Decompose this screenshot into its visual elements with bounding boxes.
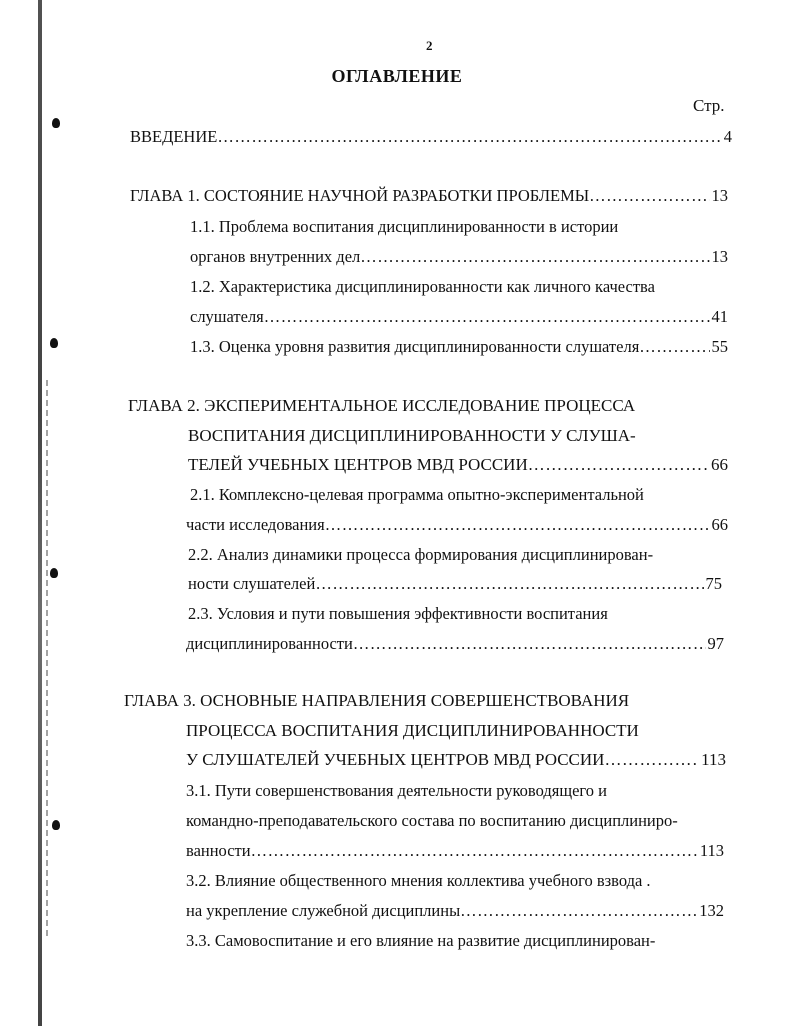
toc-entry-section-2-2[interactable] [188,574,722,594]
toc-entry-text: ВВЕДЕНИЕ [130,127,218,146]
leader-dots [217,127,721,147]
leader-dots [353,634,706,654]
toc-entry-introduction[interactable] [130,127,732,147]
toc-entry-section-1-2-line1[interactable]: 1.2. Характеристика дисциплинированности как личного качества [190,277,655,296]
toc-entry-text: ванности [186,841,251,860]
toc-entry-text: на укрепление служебной дисциплины [186,901,461,920]
toc-entry-page: 55 [711,337,728,356]
leader-dots [460,901,697,921]
page-title: ОГЛАВЛЕНИЕ [331,66,463,86]
toc-entry-page: 97 [707,634,724,653]
toc-entry-section-2-2-line1[interactable]: 2.2. Анализ динамики процесса формирования дисциплинирован- [188,545,654,564]
toc-entry-section-2-3-line1[interactable]: 2.3. Условия и пути повышения эффективности воспитания [188,604,608,623]
toc-entry-text: органов внутренних дел [190,247,361,266]
leader-dots [604,750,699,770]
toc-entry-section-2-1-line1[interactable]: 2.1. Комплексно-целевая программа опытно-экспериментальной [190,485,644,504]
toc-entry-section-3-3-line1[interactable]: 3.3. Самовоспитание и его влияние на развитие дисциплинирован- [186,931,656,950]
toc-entry-section-1-1[interactable] [190,247,728,267]
page-column-label: Стр. [693,96,725,115]
toc-entry-chapter-2[interactable] [188,455,728,475]
toc-entry-chapter-3[interactable] [186,750,726,770]
toc-entry-section-1-2[interactable] [190,307,728,327]
scan-mark [52,118,60,128]
toc-entry-page: 113 [699,841,724,860]
toc-entry-page: 66 [711,455,728,474]
toc-entry-chapter-3-line1[interactable]: ГЛАВА 3. ОСНОВНЫЕ НАПРАВЛЕНИЯ СОВЕРШЕНСТВОВАНИЯ [124,691,630,710]
leader-dots [360,247,709,267]
toc-entry-chapter-2-line2[interactable]: ВОСПИТАНИЯ ДИСЦИПЛИНИРОВАННОСТИ У СЛУША- [188,426,636,445]
toc-entry-text: дисциплинированности [186,634,353,653]
toc-entry-page: 113 [701,750,726,769]
toc-entry-page: 41 [711,307,728,326]
toc-entry-text: ности слушателей [188,574,316,593]
toc-entry-section-3-1-line2[interactable]: командно-преподавательского состава по воспитанию дисциплиниро- [186,811,678,830]
scan-mark [52,820,60,830]
leader-dots [251,841,698,861]
toc-entry-section-3-2-line1[interactable]: 3.2. Влияние общественного мнения коллектива учебного взвода . [186,871,651,890]
leader-dots [264,307,710,327]
toc-entry-text: части исследования [186,515,325,534]
toc-entry-section-1-1-line1[interactable]: 1.1. Проблема воспитания дисциплинированности в истории [190,217,619,236]
toc-entry-section-2-1[interactable] [186,515,728,535]
leader-dots [315,574,703,594]
leader-dots [589,186,709,206]
scan-mark [50,568,58,578]
toc-entry-text: слушателя [190,307,264,326]
toc-entry-chapter-2-line1[interactable]: ГЛАВА 2. ЭКСПЕРИМЕНТАЛЬНОЕ ИССЛЕДОВАНИЕ ПРОЦЕССА [128,396,636,415]
toc-entry-section-2-3[interactable] [186,634,724,654]
toc-entry-section-1-3[interactable] [190,337,728,357]
toc-entry-section-3-1[interactable] [186,841,724,861]
leader-dots [325,515,710,535]
toc-entry-page: 132 [699,901,724,920]
toc-entry-page: 4 [723,127,732,146]
toc-entry-text: У СЛУШАТЕЛЕЙ УЧЕБНЫХ ЦЕНТРОВ МВД РОССИИ [186,750,605,769]
scan-mark [50,338,58,348]
toc-entry-chapter-3-line2[interactable]: ПРОЦЕССА ВОСПИТАНИЯ ДИСЦИПЛИНИРОВАННОСТИ [186,721,639,740]
toc-entry-text: ГЛАВА 1. СОСТОЯНИЕ НАУЧНОЙ РАЗРАБОТКИ ПРОБЛЕМЫ [130,186,590,205]
page-number: 2 [426,38,433,53]
scan-binding-edge-secondary [46,380,48,940]
toc-entry-chapter-1[interactable] [130,186,728,206]
toc-entry-text: 1.3. Оценка уровня развития дисциплинированности слушателя [190,337,640,356]
toc-entry-page: 66 [711,515,728,534]
toc-entry-page: 13 [711,186,728,205]
toc-entry-page: 75 [705,574,722,593]
toc-entry-text: ТЕЛЕЙ УЧЕБНЫХ ЦЕНТРОВ МВД РОССИИ [188,455,528,474]
leader-dots [639,337,709,357]
toc-entry-page: 13 [711,247,728,266]
scan-binding-edge [38,0,42,1026]
toc-entry-section-3-1-line1[interactable]: 3.1. Пути совершенствования деятельности руководящего и [186,781,607,800]
toc-entry-section-3-2[interactable] [186,901,724,921]
leader-dots [528,455,709,475]
